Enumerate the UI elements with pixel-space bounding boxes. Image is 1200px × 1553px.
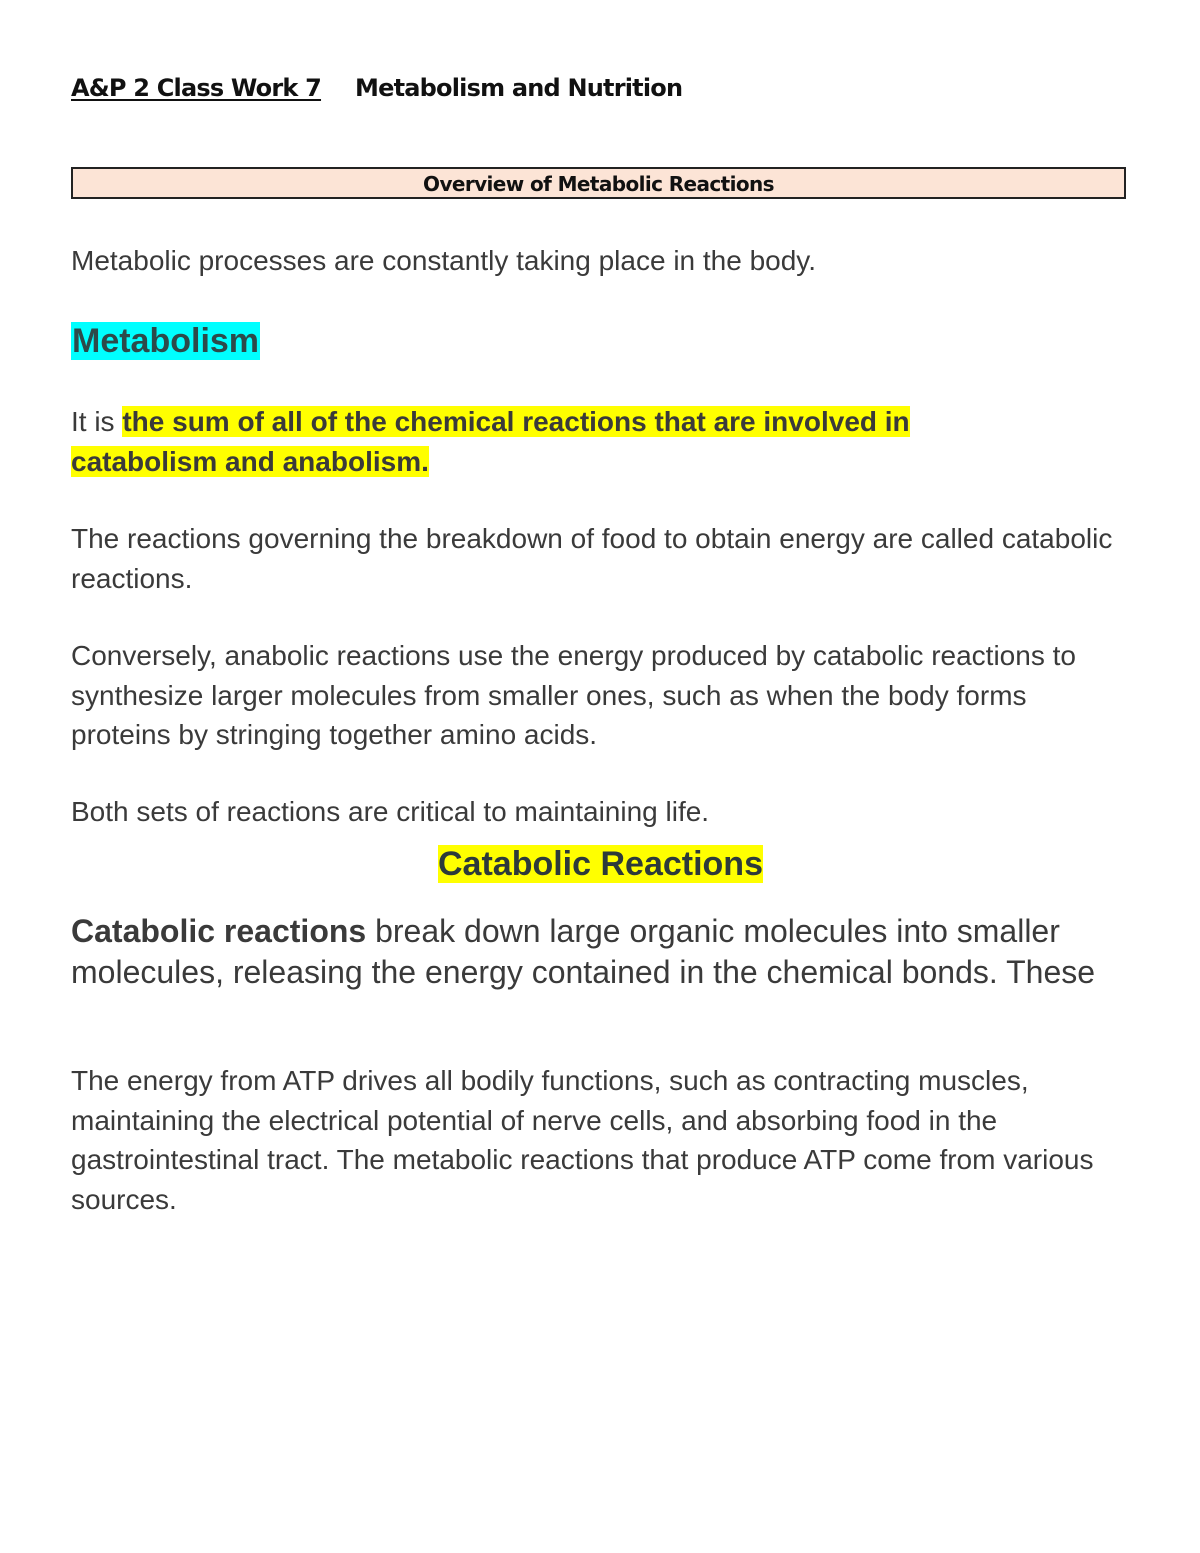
atp-paragraph: The energy from ATP drives all bodily functions, such as contracting muscles, maintaining the electrical potential of nerve cells, and absorbing food in the gastrointestinal tract. The metabolic reactions that produce ATP come from various sources. — [71, 1065, 1094, 1215]
catabolic-lead-term: Catabolic reactions — [71, 913, 367, 949]
definition-prefix: It is — [71, 406, 123, 437]
catabolic-definition-paragraph: The reactions governing the breakdown of food to obtain energy are called catabolic reactions. — [71, 523, 1113, 594]
metabolism-definition — [71, 402, 1130, 481]
definition-highlight-line-1: the sum of all of the chemical reactions that are involved in — [122, 406, 910, 437]
document-title — [71, 74, 682, 102]
metabolism-heading — [71, 320, 260, 362]
catabolic-lead-paragraph — [71, 911, 1130, 993]
catabolic-reactions-heading — [71, 843, 1130, 885]
catabolic-reactions-heading-text: Catabolic Reactions — [438, 845, 763, 883]
anabolic-definition-paragraph: Conversely, anabolic reactions use the energy produced by catabolic reactions to synthesize larger molecules from smaller ones, such as when the body forms proteins by stringing together amino acids. — [71, 640, 1076, 750]
metabolism-heading-text: Metabolism — [72, 322, 260, 360]
definition-highlight-line-2: catabolism and anabolism. — [71, 445, 429, 477]
topic-label: Metabolism and Nutrition — [355, 74, 683, 102]
course-label: A&P 2 Class Work 7 — [71, 74, 322, 102]
section-banner: Overview of Metabolic Reactions — [71, 167, 1126, 199]
intro-paragraph: Metabolic processes are constantly taking place in the body. — [71, 245, 817, 276]
both-sets-paragraph: Both sets of reactions are critical to maintaining life. — [71, 796, 710, 827]
catabolic-lead-text: break down large organic molecules into smaller molecules, releasing the energy contained in the chemical bonds. These — [71, 913, 1096, 990]
